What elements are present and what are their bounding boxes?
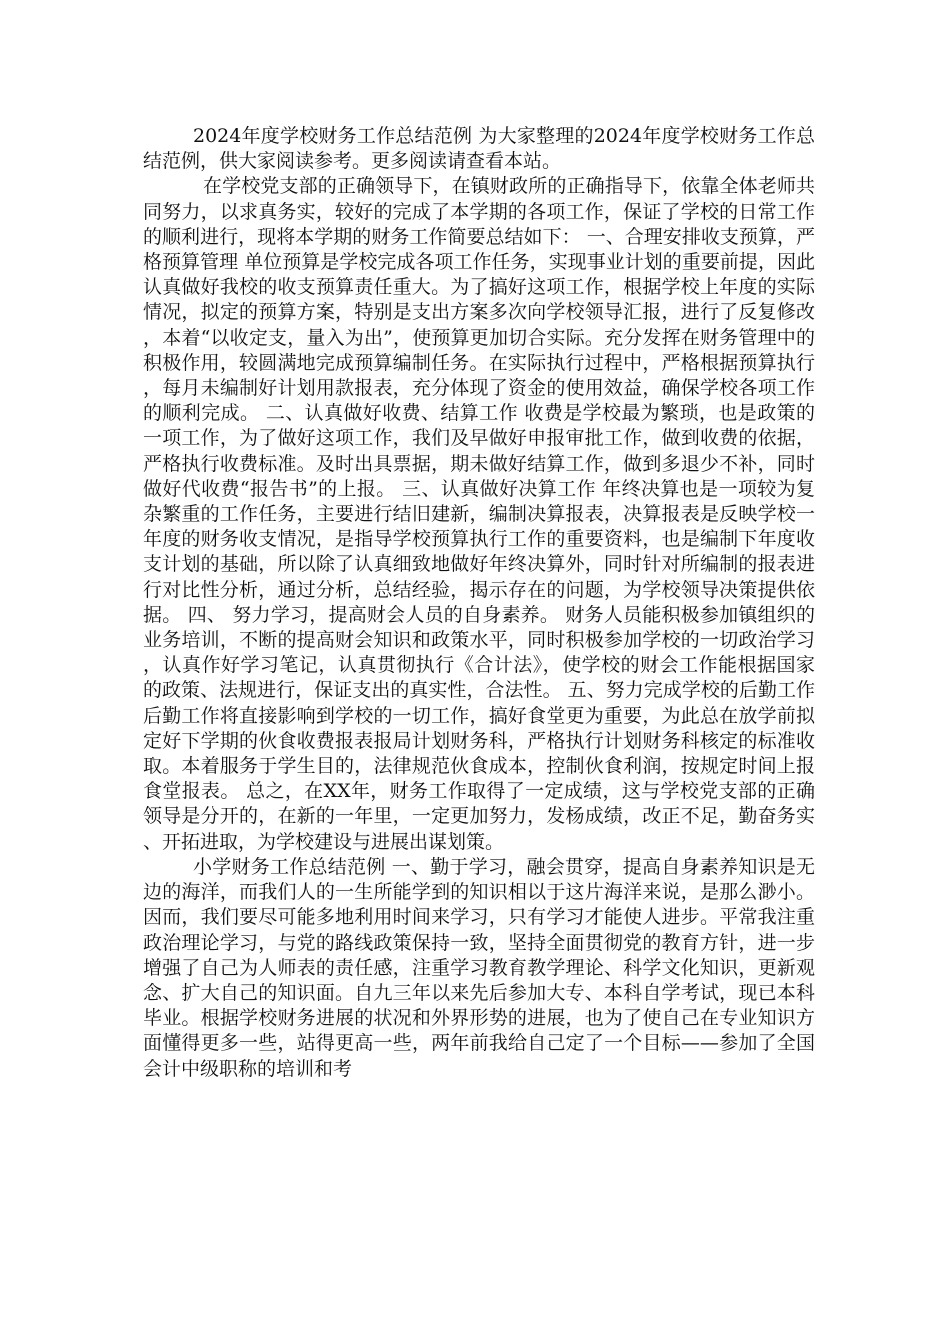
intro-paragraph: 2024年度学校财务工作总结范例 为大家整理的2024年度学校财务工作总结范例，供大家阅读参考。更多阅读请查看本站。 bbox=[143, 125, 815, 173]
document-body bbox=[143, 124, 815, 1082]
report-paragraph: 在学校党支部的正确领导下，在镇财政所的正确指导下，依靠全体老师共同努力，以求真务实，较好的完成了本学期的各项工作，保证了学校的日常工作的顺利进行，现将本学期的财务工作简要总结如下： 一、合理安排收支预算，严格预算管理 单位预算是学校完成各项工作任务，实现事业计划的重要前提，因此认真做好我校的收支预算责任重大。为了搞好这项工作，根据学校上年度的实际情况，拟定的预算方案，特别是支出方案多次向学校领导汇报，进行了反复修改，本着“以收定支，量入为出”，使预算更加切合实际。充分发挥在财务管理中的积极作用，较圆满地完成预算编制任务。在实际执行过程中，严格根据预算执行，每月未编制好计划用款报表，充分体现了资金的使用效益，确保学校各项工作的顺利完成。 二、认真做好收费、结算工作 收费是学校最为繁琐，也是政策的一项工作，为了做好这项工作，我们及早做好申报审批工作，做到收费的依据，严格执行收费标准。及时出具票据，期未做好结算工作，做到多退少不补，同时做好代收费“报告书”的上报。 三、认真做好决算工作 年终决算也是一项较为复杂繁重的工作任务，主要进行结旧建新，编制决算报表，决算报表是反映学校一年度的财务收支情况，是指导学校预算执行工作的重要资料，也是编制下年度收支计划的基础，所以除了认真细致地做好年终决算外，同时针对所编制的报表进行对比性分析，通过分析，总结经验，揭示存在的问题，为学校领导决策提供依据。 四、 努力学习，提高财会人员的自身素养。 财务人员能积极参加镇组织的业务培训，不断的提高财会知识和政策水平，同时积极参加学校的一切政治学习，认真作好学习笔记，认真贯彻执行《合计法》，使学校的财会工作能根据国家的政策、法规进行，保证支出的真实性，合法性。 五、努力完成学校的后勤工作 后勤工作将直接影响到学校的一切工作，搞好食堂更为重要，为此总在放学前拟定好下学期的伙食收费报表报局计划财务科，严格执行计划财务科核定的标准收取。本着服务于学生目的，法律规范伙食成本，控制伙食利润，按规定时间上报食堂报表。 总之，在XX年，财务工作取得了一定成绩，这与学校党支部的正确领导是分开的，在新的一年里，一定更加努力，发杨成绩，改正不足，勤奋务实、开拓进取，为学校建设与进展出谋划策。 bbox=[143, 175, 815, 853]
primary-school-paragraph: 小学财务工作总结范例 一、勤于学习，融会贯穿，提高自身素养知识是无边的海洋，而我们人的一生所能学到的知识相以于这片海洋来说，是那么渺小。因而，我们要尽可能多地利用时间来学习，只有学习才能使人进步。平常我注重政治理论学习，与党的路线政策保持一致，坚持全面贯彻党的教育方针，进一步增强了自己为人师表的责任感，注重学习教育教学理论、科学文化知识，更新观念、扩大自己的知识面。自九三年以来先后参加大专、本科自学考试，现已本科毕业。根据学校财务进展的状况和外界形势的进展，也为了使自己在专业知识方面懂得更多一些，站得更高一些，两年前我给自己定了一个目标——参加了全国会计中级职称的培训和考 bbox=[143, 855, 815, 1080]
